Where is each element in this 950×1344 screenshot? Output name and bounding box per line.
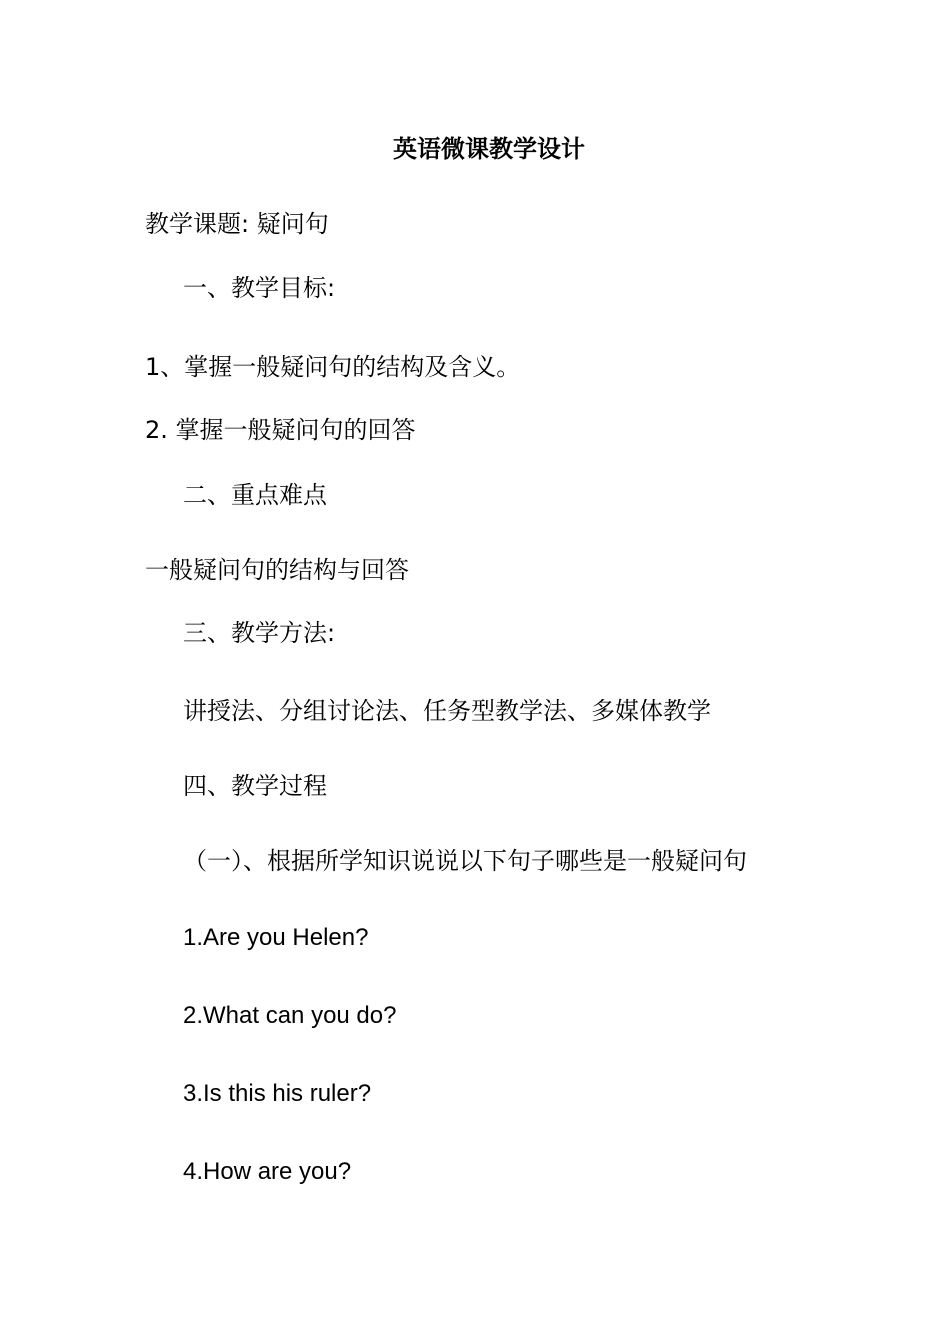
example-sentence: 4.How are you? [183, 1158, 352, 1185]
methods-text: 讲授法、分组讨论法、任务型教学法、多媒体教学 [183, 697, 711, 725]
goal-item-2: 2. 掌握一般疑问句的回答 [145, 416, 416, 444]
step-heading-1: （一）、根据所学知识说说以下句子哪些是一般疑问句 [183, 847, 747, 875]
lesson-topic: 教学课题: 疑问句 [145, 210, 329, 238]
section-heading-goals: 一、教学目标: [183, 274, 336, 302]
example-sentence: 2.What can you do? [183, 1002, 397, 1029]
example-sentence: 3.Is this his ruler? [183, 1080, 372, 1107]
keypoint-text: 一般疑问句的结构与回答 [145, 556, 409, 584]
section-heading-methods: 三、教学方法: [183, 619, 336, 647]
section-heading-process: 四、教学过程 [183, 772, 327, 800]
document-title: 英语微课教学设计 [393, 135, 585, 163]
example-sentence: 1.Are you Helen? [183, 924, 369, 951]
goal-item-1: 1、掌握一般疑问句的结构及含义。 [145, 353, 521, 381]
section-heading-keypoints: 二、重点难点 [183, 481, 327, 509]
